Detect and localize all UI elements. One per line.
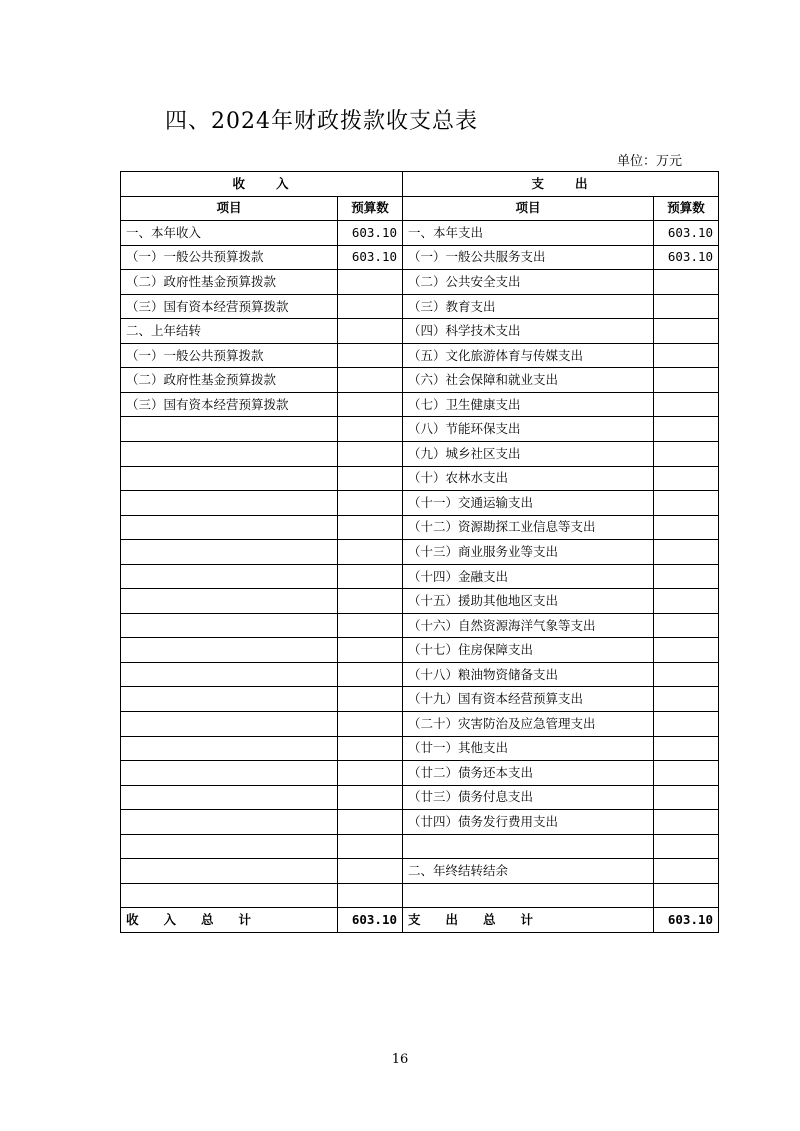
table-row xyxy=(121,343,719,368)
expense-item-cell: （十九）国有资本经营预算支出 xyxy=(403,687,654,712)
total-row xyxy=(121,908,719,933)
income-amount-cell xyxy=(338,319,403,344)
table-row xyxy=(121,761,719,786)
income-budget-header: 预算数 xyxy=(338,196,403,221)
income-item-cell: 一、本年收入 xyxy=(121,221,338,246)
income-item-cell: （一）一般公共预算拨款 xyxy=(121,245,338,270)
income-header: 收 入 xyxy=(121,172,403,197)
table-row xyxy=(121,613,719,638)
expense-amount-cell xyxy=(654,466,719,491)
table-row xyxy=(121,687,719,712)
expense-amount-cell xyxy=(654,319,719,344)
income-amount-cell xyxy=(338,491,403,516)
expense-item-cell: 二、年终结转结余 xyxy=(403,859,654,884)
income-amount-cell xyxy=(338,662,403,687)
expense-amount-cell xyxy=(654,834,719,859)
table-row xyxy=(121,883,719,908)
expense-amount-cell xyxy=(654,859,719,884)
expense-item-cell: （十六）自然资源海洋气象等支出 xyxy=(403,613,654,638)
table-row xyxy=(121,491,719,516)
expense-amount-cell: 603.10 xyxy=(654,221,719,246)
column-header-row xyxy=(121,196,719,221)
expense-total-label: 支 出 总 计 xyxy=(403,908,654,933)
income-item-cell xyxy=(121,712,338,737)
expense-header: 支 出 xyxy=(403,172,719,197)
expense-item-cell: （十二）资源勘探工业信息等支出 xyxy=(403,515,654,540)
income-amount-cell xyxy=(338,442,403,467)
fiscal-summary-table xyxy=(120,171,719,933)
table-row xyxy=(121,736,719,761)
expense-amount-cell xyxy=(654,442,719,467)
income-item-cell xyxy=(121,834,338,859)
income-item-cell xyxy=(121,883,338,908)
table-row xyxy=(121,662,719,687)
income-item-cell xyxy=(121,687,338,712)
expense-amount-cell xyxy=(654,540,719,565)
expense-item-cell: （八）节能环保支出 xyxy=(403,417,654,442)
expense-item-cell: （五）文化旅游体育与传媒支出 xyxy=(403,343,654,368)
table-row xyxy=(121,564,719,589)
expense-item-cell: （三）教育支出 xyxy=(403,294,654,319)
expense-amount-cell xyxy=(654,392,719,417)
table-row xyxy=(121,221,719,246)
expense-item-cell: （廿二）债务还本支出 xyxy=(403,761,654,786)
expense-item-cell: （廿三）债务付息支出 xyxy=(403,785,654,810)
income-item-cell xyxy=(121,638,338,663)
income-item-cell xyxy=(121,564,338,589)
expense-item-cell: （十七）住房保障支出 xyxy=(403,638,654,663)
expense-item-cell: 一、本年支出 xyxy=(403,221,654,246)
expense-budget-header: 预算数 xyxy=(654,196,719,221)
expense-amount-cell xyxy=(654,662,719,687)
expense-item-cell: （廿四）债务发行费用支出 xyxy=(403,810,654,835)
expense-amount-cell xyxy=(654,564,719,589)
expense-amount-cell xyxy=(654,270,719,295)
income-amount-cell: 603.10 xyxy=(338,245,403,270)
expense-amount-cell xyxy=(654,687,719,712)
income-amount-cell xyxy=(338,392,403,417)
income-item-cell: （二）政府性基金预算拨款 xyxy=(121,270,338,295)
income-amount-cell xyxy=(338,834,403,859)
income-amount-cell xyxy=(338,466,403,491)
expense-item-cell: （七）卫生健康支出 xyxy=(403,392,654,417)
expense-amount-cell xyxy=(654,736,719,761)
table-row xyxy=(121,442,719,467)
income-amount-cell xyxy=(338,810,403,835)
income-amount-cell xyxy=(338,343,403,368)
expense-item-cell: （廿一）其他支出 xyxy=(403,736,654,761)
expense-amount-cell xyxy=(654,810,719,835)
income-amount-cell xyxy=(338,515,403,540)
expense-amount-cell xyxy=(654,589,719,614)
expense-amount-cell xyxy=(654,761,719,786)
expense-amount-cell xyxy=(654,515,719,540)
income-item-cell xyxy=(121,491,338,516)
income-amount-cell xyxy=(338,736,403,761)
unit-label: 单位：万元 xyxy=(616,154,682,169)
table-row xyxy=(121,368,719,393)
table-row xyxy=(121,319,719,344)
expense-item-cell: （四）科学技术支出 xyxy=(403,319,654,344)
table-row xyxy=(121,417,719,442)
income-item-cell xyxy=(121,417,338,442)
income-item-cell xyxy=(121,736,338,761)
income-item-cell xyxy=(121,761,338,786)
income-item-cell: （三）国有资本经营预算拨款 xyxy=(121,392,338,417)
expense-item-cell xyxy=(403,834,654,859)
expense-amount-cell xyxy=(654,368,719,393)
income-amount-cell xyxy=(338,761,403,786)
expense-amount-cell xyxy=(654,638,719,663)
table-row xyxy=(121,785,719,810)
table-row xyxy=(121,245,719,270)
expense-item-cell xyxy=(403,883,654,908)
expense-item-cell: （一）一般公共服务支出 xyxy=(403,245,654,270)
table-row xyxy=(121,810,719,835)
income-item-header: 项目 xyxy=(121,196,338,221)
expense-item-cell: （十三）商业服务业等支出 xyxy=(403,540,654,565)
table-row xyxy=(121,589,719,614)
expense-amount-cell xyxy=(654,613,719,638)
income-item-cell: （三）国有资本经营预算拨款 xyxy=(121,294,338,319)
income-total-label: 收 入 总 计 xyxy=(121,908,338,933)
income-amount-cell xyxy=(338,638,403,663)
income-amount-cell xyxy=(338,859,403,884)
income-amount-cell xyxy=(338,564,403,589)
table-row xyxy=(121,515,719,540)
income-amount-cell xyxy=(338,687,403,712)
table-row xyxy=(121,294,719,319)
income-amount-cell xyxy=(338,712,403,737)
income-item-cell xyxy=(121,540,338,565)
income-amount-cell xyxy=(338,540,403,565)
income-amount-cell xyxy=(338,589,403,614)
income-amount-cell xyxy=(338,368,403,393)
income-amount-cell xyxy=(338,294,403,319)
expense-item-cell: （十一）交通运输支出 xyxy=(403,491,654,516)
income-item-cell xyxy=(121,785,338,810)
expense-amount-cell xyxy=(654,417,719,442)
income-amount-cell xyxy=(338,613,403,638)
page-title: 四、2024年财政拨款收支总表 xyxy=(165,109,478,134)
table-row xyxy=(121,540,719,565)
income-item-cell xyxy=(121,515,338,540)
income-amount-cell xyxy=(338,883,403,908)
expense-item-cell: （十八）粮油物资储备支出 xyxy=(403,662,654,687)
table-row xyxy=(121,834,719,859)
expense-item-cell: （二）公共安全支出 xyxy=(403,270,654,295)
expense-amount-cell xyxy=(654,491,719,516)
income-amount-cell: 603.10 xyxy=(338,221,403,246)
expense-item-cell: （六）社会保障和就业支出 xyxy=(403,368,654,393)
expense-amount-cell xyxy=(654,294,719,319)
income-amount-cell xyxy=(338,417,403,442)
table-row xyxy=(121,270,719,295)
expense-item-cell: （十五）援助其他地区支出 xyxy=(403,589,654,614)
table-row xyxy=(121,712,719,737)
income-item-cell xyxy=(121,442,338,467)
expense-item-header: 项目 xyxy=(403,196,654,221)
section-header-row xyxy=(121,172,719,197)
income-item-cell: （一）一般公共预算拨款 xyxy=(121,343,338,368)
table-row xyxy=(121,859,719,884)
income-total-amount: 603.10 xyxy=(338,908,403,933)
expense-amount-cell xyxy=(654,712,719,737)
expense-item-cell: （九）城乡社区支出 xyxy=(403,442,654,467)
expense-amount-cell xyxy=(654,785,719,810)
income-item-cell xyxy=(121,810,338,835)
income-item-cell xyxy=(121,859,338,884)
income-amount-cell xyxy=(338,270,403,295)
table-row xyxy=(121,638,719,663)
table-row xyxy=(121,466,719,491)
income-item-cell xyxy=(121,613,338,638)
income-item-cell: 二、上年结转 xyxy=(121,319,338,344)
income-amount-cell xyxy=(338,785,403,810)
expense-total-amount: 603.10 xyxy=(654,908,719,933)
income-item-cell xyxy=(121,589,338,614)
income-item-cell xyxy=(121,466,338,491)
expense-amount-cell xyxy=(654,883,719,908)
table-row xyxy=(121,392,719,417)
expense-item-cell: （十四）金融支出 xyxy=(403,564,654,589)
expense-amount-cell xyxy=(654,343,719,368)
page-number: 16 xyxy=(391,1052,409,1067)
expense-item-cell: （二十）灾害防治及应急管理支出 xyxy=(403,712,654,737)
expense-item-cell: （十）农林水支出 xyxy=(403,466,654,491)
income-item-cell xyxy=(121,662,338,687)
income-item-cell: （二）政府性基金预算拨款 xyxy=(121,368,338,393)
expense-amount-cell: 603.10 xyxy=(654,245,719,270)
